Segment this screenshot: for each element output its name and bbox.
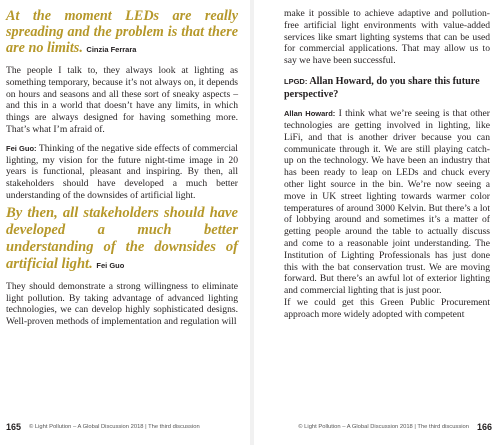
body-paragraph: They should demonstrate a strong willingness to eliminate light pollution. By taking advantage of advanced lighting technologies, we can develop highly sophisticated designs. Well-proven methods of implementation and regulation will	[6, 280, 238, 328]
body-paragraph: The people I talk to, they always look at lighting as something temporary, because it’s not always on, it depends on hours and seasons and all these sort of sneaky aspects – and this in a world that doesn’t have any limits, in which things are always designed for having something more. That’s what I’m afraid of.	[6, 65, 238, 135]
footer-credit: © Light Pollution – A Global Discussion 2018 | The third discussion	[298, 424, 469, 430]
interviewer-question	[284, 76, 490, 101]
pull-quote-text: By then, all stakeholders should have developed a much better understanding of the downsides of artificial light.	[6, 204, 238, 272]
right-page	[254, 0, 500, 445]
question-label: LPGD:	[284, 76, 308, 86]
pull-quote-speaker: Fei Guo	[96, 260, 125, 270]
page-number: 166	[476, 422, 492, 432]
footer-credit: © Light Pollution – A Global Discussion 2018 | The third discussion	[29, 424, 200, 430]
body-paragraph-fei-guo	[6, 143, 238, 202]
footer-left	[6, 420, 200, 434]
pull-quote-middle	[6, 205, 238, 274]
pull-quote-text: At the moment LEDs are really spreading and the problem is that there are no limits.	[6, 8, 238, 56]
page-number: 165	[6, 422, 22, 432]
body-paragraph: make it possible to achieve adaptive and pollution-free artificial light environments with value-added services like smart lighting systems that can be used for commercial applications. That may allow us to say we have been successful.	[284, 8, 490, 67]
speaker-label: Allan Howard:	[284, 109, 336, 119]
paragraph-text: I think what we’re seeing is that other technologies are getting involved in lighting, like LiFi, and that is another driver because you can communicate through it. We are still playing catch-up on the technology. We have been an industry that has been ready to leap on LEDs and chuck every other light source in the bin. We’re now seeing a move in UK street lighting towards warmer color temperatures of around 3000 Kelvin. But there’s a lot of lobbying around and sometimes it’s a matter of getting people around the table to actually discuss and come to a reasonable joint understanding. The Institution of Lighting Professionals has just done this with the bat conservation trust. We are moving forward. But there’s an awful lot of exterior lighting and commercial lighting that is just poor.	[284, 108, 491, 297]
paragraph-text: Thinking of the negative side effects of commercial lighting, my vision for the future night-time image in 20 years is functional, pleasant and inspiring. By then, all stakeholders should have developed a much better understanding of the downsides of artificial light.	[6, 142, 238, 201]
pull-quote-top	[6, 8, 238, 58]
speaker-label: Fei Guo:	[6, 143, 37, 153]
question-text: Allan Howard, do you share this future perspective?	[284, 75, 480, 100]
pull-quote-speaker: Cinzia Ferrara	[86, 45, 137, 54]
body-paragraph: If we could get this Green Public Procurement approach more widely adopted with competent	[284, 296, 490, 320]
footer-right	[298, 420, 492, 434]
body-paragraph-allan-howard	[284, 108, 490, 297]
